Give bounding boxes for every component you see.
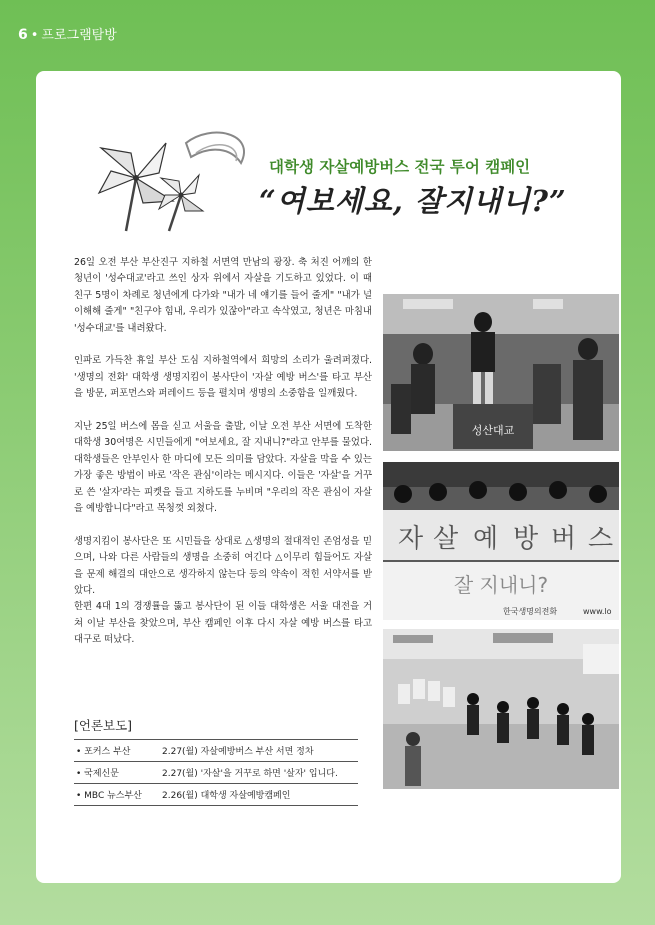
press-coverage [74, 716, 358, 806]
banner-org: 한국생명의전화 [503, 607, 558, 616]
press-headline: 2.26(월) 대학생 자살예방캠페인 [160, 784, 358, 806]
article-title: “여보세요, 잘지내니?” [259, 184, 567, 218]
banner-text: 잘 지내니? [453, 573, 549, 597]
paragraph: 생명지킴이 봉사단은 또 시민들을 상대로 △생명의 절대적인 존엄성을 믿으며, 나와 다른 사람들의 생명을 소중히 여긴다 △이무리 힘들어도 자살을 문제 해결의 대안으로 생각하지 않는다 등의 약속이 적힌 서약서를 받았다. [74, 535, 372, 597]
press-source: • 국제신문 [74, 762, 160, 784]
paragraph: 인파로 가득찬 휴일 부산 도심 지하철역에서 희망의 소리가 울려퍼졌다. '생명의 전화' 대학생 생명지킴이 봉사단이 '자살 예방 버스'를 타고 부산을 방문, 퍼포먼스와 퍼레이드 등을 펼치며 생명의 소중함을 일깨웠다. [74, 355, 372, 400]
page-number: 6 [18, 27, 28, 43]
bullet-dot: • [30, 28, 39, 43]
photo-banner [383, 462, 619, 620]
press-source: • 포커스 부산 [74, 740, 160, 762]
article-subtitle: 대학생 자살예방버스 전국 투어 캠페인 [269, 158, 531, 176]
section-name: 프로그램탐방 [41, 28, 117, 43]
picket-letter: 자 [398, 524, 424, 554]
table-row [74, 762, 358, 784]
paragraph: 한편 4대 1의 경쟁률을 뚫고 봉사단이 된 이들 대학생은 서울 대전을 거쳐 이날 부산을 찾았으며, 부산 캠페인 이후 다시 자살 예방 버스를 타고 대구로 떠났다. [74, 601, 372, 646]
paragraph: 지난 25일 버스에 몸을 싣고 서울을 출발, 이날 오전 부산 서면에 도착한 대학생 30여명은 시민들에게 "여보세요, 잘 지내니?"라고 안부를 물었다. 대학생들은 안부인사 한 마디에 모든 의미를 담았다. 자살을 막을 수 있는 가장 좋은 방법이 바로 '작은 관심'이라는 메시지다. 이들은 '자살'을 거꾸로 쓴 '살자'라는 피켓을 들고 지하도를 누비며 "우리의 작은 관심이 자살을 예방합니다"라고 목청껏 외쳤다. [74, 421, 372, 515]
press-table [74, 739, 358, 806]
page-header [18, 24, 117, 43]
table-row [74, 784, 358, 806]
article-body [74, 255, 372, 649]
box-sign: 성산대교 [471, 424, 515, 437]
content-card [36, 71, 621, 883]
photo-performance [383, 294, 619, 451]
picket-letter: 살 [433, 524, 459, 554]
banner-url: www.lo [583, 607, 612, 616]
press-source: • MBC 뉴스부산 [74, 784, 160, 806]
picket-letter: 버 [551, 524, 577, 554]
press-title: [언론보도] [74, 718, 133, 733]
paragraph: 26일 오전 부산 부산진구 지하철 서면역 만남의 광장. 축 처진 어깨의 한 청년이 '성수대교'라고 쓰인 상자 위에서 자살을 기도하고 있었다. 이 때 친구 5명이 차례로 청년에게 다가와 "내가 네 얘기를 들어 줄게" "내가 널 이해해 줄게" "친구야 힘내, 우리가 있잖아"라고 속삭였고, 청년은 마침내 '성수대교'를 내려왔다. [74, 257, 372, 334]
picket-letter: 방 [513, 524, 539, 554]
picket-letter: 예 [473, 524, 499, 554]
table-row [74, 740, 358, 762]
pinwheel-illustration [91, 123, 261, 233]
picket-letter: 스 [588, 524, 614, 554]
photo-parade [383, 629, 619, 789]
press-headline: 2.27(월) 자살예방버스 부산 서면 정차 [160, 740, 358, 762]
press-headline: 2.27(월) '자살'을 거꾸로 하면 '살자' 입니다. [160, 762, 358, 784]
